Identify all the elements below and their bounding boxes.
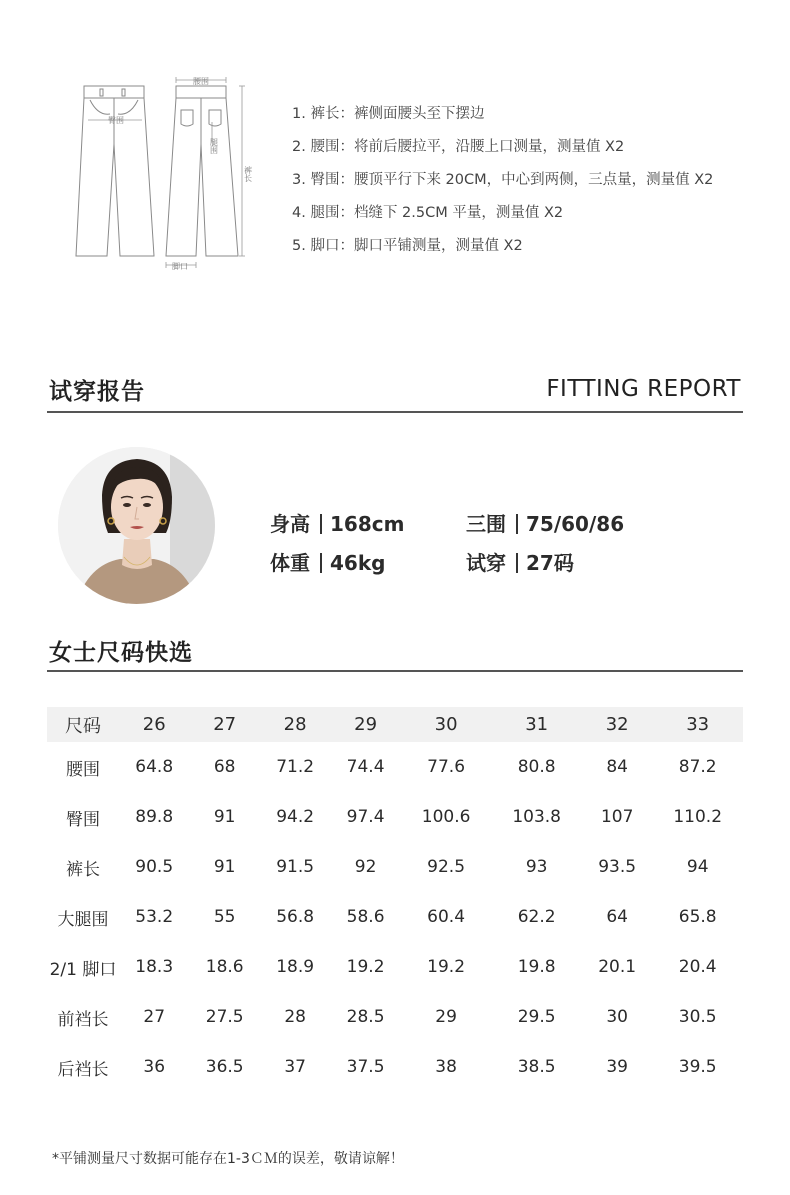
header-cell: 29 — [330, 707, 400, 742]
table-cell: 29 — [435, 1007, 457, 1027]
table-cell: 38 — [435, 1057, 457, 1077]
table-cell: 94 — [686, 857, 709, 877]
tried-size-value: 27码 — [526, 551, 574, 575]
measurement-instructions — [292, 98, 713, 263]
row-label: 大腿围 — [57, 909, 109, 930]
measurement-disclaimer: *平铺测量尺寸数据可能存在1-3ＣＭ的误差，敬请谅解！ — [52, 1151, 404, 1167]
table-row — [47, 942, 743, 992]
table-cell: 93 — [525, 857, 548, 877]
weight-value: 46kg — [330, 551, 386, 575]
table-cell: 55 — [213, 907, 236, 927]
table-cell: 28.5 — [346, 1007, 385, 1027]
table-cell: 27 — [143, 1007, 166, 1027]
stat-divider — [516, 553, 518, 573]
fitting-report-title: 试穿报告 — [49, 379, 145, 405]
table-cell: 62.2 — [517, 907, 556, 927]
row-label: 裤长 — [66, 859, 100, 880]
table-cell: 27.5 — [205, 1007, 244, 1027]
table-cell: 53.2 — [135, 907, 174, 927]
table-cell: 29.5 — [517, 1007, 556, 1027]
body-measures-stat — [466, 508, 624, 537]
size-chart-table — [47, 707, 743, 1092]
table-cell: 39 — [606, 1057, 628, 1077]
header-cell: 26 — [119, 707, 189, 742]
height-value: 168cm — [330, 512, 405, 536]
table-cell: 28 — [284, 1007, 306, 1027]
table-cell: 37.5 — [346, 1057, 385, 1077]
pants-measurement-diagram — [62, 70, 272, 275]
table-cell: 84 — [606, 757, 628, 777]
table-cell: 58.6 — [346, 907, 385, 927]
table-cell: 92 — [354, 857, 377, 877]
table-row — [47, 842, 743, 892]
table-cell: 30 — [606, 1007, 628, 1027]
table-cell: 64.8 — [135, 757, 174, 777]
table-cell: 18.6 — [205, 957, 244, 977]
row-label: 前裆长 — [57, 1009, 109, 1030]
table-cell: 30.5 — [678, 1007, 717, 1027]
measure-item: 5. 脚口：脚口平铺测量，测量值 X2 — [292, 238, 523, 254]
model-avatar — [58, 447, 215, 604]
hip-label: 臀围 — [108, 116, 124, 125]
row-label: 臀围 — [66, 809, 100, 830]
weight-label: 体重 — [270, 551, 310, 575]
table-row — [47, 892, 743, 942]
table-cell: 74.4 — [346, 757, 385, 777]
table-cell: 80.8 — [517, 757, 556, 777]
table-cell: 37 — [284, 1057, 306, 1077]
body-measures-label: 三围 — [466, 512, 506, 536]
table-cell: 87.2 — [678, 757, 717, 777]
size-header-row — [47, 707, 743, 742]
table-cell: 71.2 — [276, 757, 315, 777]
row-label: 2/1 脚口 — [49, 959, 117, 980]
table-cell: 91 — [213, 807, 236, 827]
table-cell: 36 — [143, 1057, 166, 1077]
header-cell: 尺码 — [47, 707, 119, 742]
table-row — [47, 742, 743, 792]
stat-divider — [320, 553, 322, 573]
table-row — [47, 992, 743, 1042]
table-cell: 89.8 — [135, 807, 174, 827]
header-cell: 33 — [652, 707, 743, 742]
table-row — [47, 1042, 743, 1092]
table-cell: 110.2 — [673, 807, 723, 827]
table-cell: 100.6 — [421, 807, 471, 827]
table-cell: 39.5 — [678, 1057, 717, 1077]
header-cell: 28 — [260, 707, 330, 742]
weight-stat — [270, 547, 385, 576]
table-cell: 19.2 — [346, 957, 385, 977]
table-cell: 91.5 — [276, 857, 315, 877]
thigh-label: 腿围 — [209, 138, 219, 154]
table-cell: 36.5 — [205, 1057, 244, 1077]
tried-size-label: 试穿 — [466, 551, 506, 575]
table-cell: 91 — [213, 857, 236, 877]
table-cell: 93.5 — [598, 857, 637, 877]
table-cell: 64 — [606, 907, 628, 927]
table-cell: 97.4 — [346, 807, 385, 827]
table-cell: 94.2 — [276, 807, 315, 827]
table-cell: 77.6 — [427, 757, 466, 777]
stat-divider — [516, 514, 518, 534]
length-label: 裤长 — [243, 166, 253, 182]
header-cell: 30 — [401, 707, 492, 742]
header-cell: 31 — [491, 707, 582, 742]
table-cell: 20.4 — [678, 957, 717, 977]
stat-divider — [320, 514, 322, 534]
row-label: 腰围 — [66, 759, 100, 780]
tried-size-stat — [466, 547, 574, 576]
table-cell: 20.1 — [598, 957, 637, 977]
measure-item: 4. 腿围：档缝下 2.5CM 平量，测量值 X2 — [292, 205, 564, 221]
measure-item: 2. 腰围：将前后腰拉平，沿腰上口测量，测量值 X2 — [292, 139, 625, 155]
table-cell: 92.5 — [427, 857, 466, 877]
section-divider — [47, 670, 743, 672]
table-cell: 65.8 — [678, 907, 717, 927]
measure-item: 1. 裤长：裤侧面腰头至下摆边 — [292, 106, 485, 122]
header-cell: 27 — [189, 707, 259, 742]
table-cell: 18.3 — [135, 957, 174, 977]
table-cell: 68 — [213, 757, 236, 777]
header-cell: 32 — [582, 707, 652, 742]
waist-label: 腰围 — [193, 77, 209, 86]
section-divider — [47, 411, 743, 413]
table-cell: 60.4 — [427, 907, 466, 927]
height-label: 身高 — [270, 512, 310, 536]
body-measures-value: 75/60/86 — [526, 512, 625, 536]
hem-label: 脚口 — [172, 262, 188, 271]
measure-item: 3. 臀围：腰顶平行下来 20CM，中心到两侧，三点量，测量值 X2 — [292, 172, 714, 188]
table-cell: 56.8 — [276, 907, 315, 927]
table-cell: 90.5 — [135, 857, 174, 877]
fitting-report-title-en: FITTING REPORT — [546, 376, 741, 402]
table-cell: 38.5 — [517, 1057, 556, 1077]
table-row — [47, 792, 743, 842]
table-cell: 18.9 — [276, 957, 315, 977]
table-cell: 103.8 — [512, 807, 561, 827]
size-section-title: 女士尺码快选 — [49, 640, 193, 666]
table-cell: 19.2 — [427, 957, 466, 977]
row-label: 后裆长 — [57, 1059, 109, 1080]
height-stat — [270, 508, 404, 537]
table-cell: 107 — [600, 807, 634, 827]
table-cell: 19.8 — [517, 957, 556, 977]
